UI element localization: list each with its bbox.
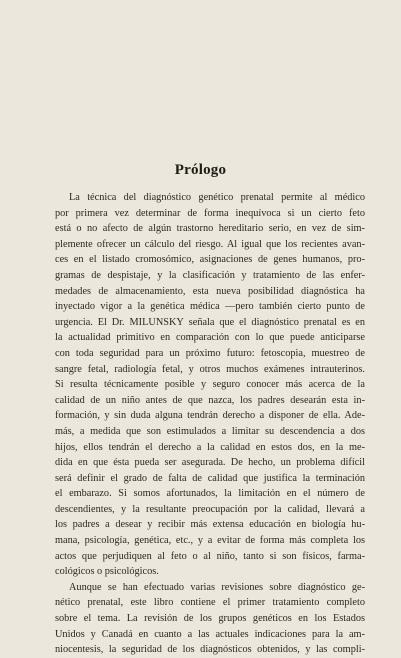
text-line: inyectado vigor a la genética médica —pero también cierto punto de	[55, 301, 365, 313]
text-line: cológicos o psicológicos.	[55, 566, 159, 578]
text-line: calidad de un niño antes de que nazca, los padres desearán esta in-	[55, 394, 365, 406]
text-line: más, a medida que son estimulados a limitar su descendencia a dos	[55, 425, 365, 437]
text-line: La técnica del diagnóstico genético prenatal permite al médico	[69, 192, 365, 203]
text-line: sangre fetal, radiología fetal, y otros muchos exámenes intrauterinos.	[55, 363, 365, 375]
text-line: los padres a desear y recibir más extensa educación en biología hu-	[55, 519, 365, 531]
body-text	[55, 190, 365, 658]
text-line: la actualidad primitivo en comparación con lo que puede anticiparse	[55, 332, 365, 344]
text-line: niocentesis, la seguridad de los diagnósticos obtenidos, y las compli-	[55, 644, 365, 656]
text-line: nético prenatal, este libro contiene el primer tratamiento completo	[55, 597, 365, 609]
text-line: será definir el grado de falta de calidad que justifica la terminación	[55, 472, 365, 484]
text-line: hijos, ellos tendrán el derecho a la calidad en estos dos, en la me-	[55, 441, 365, 453]
text-line: está o no afecto de algún trastorno hereditario serio, en vez de sim-	[55, 223, 365, 235]
text-line: Aunque se han efectuado varias revisiones sobre diagnóstico ge-	[69, 581, 365, 593]
text-line: formación, y sin duda alguna tendrán derecho a disponer de ella. Ade-	[55, 410, 365, 422]
text-line: por primera vez determinar de forma inequívoca si un cierto feto	[55, 207, 365, 219]
text-line: ces en el listado cromosómico, asignaciones de genes humanos, pro-	[55, 254, 365, 266]
text-line: actos que perjudiquen al feto o al niño, tanto si son físicos, farma-	[55, 550, 365, 562]
text-line: sobre el tema. La revisión de los grupos genéticos en los Estados	[55, 613, 365, 625]
text-line: gramas de despistaje, y la clasificación y tratamiento de las enfer-	[55, 269, 365, 281]
text-line: Unidos y Canadá en cuanto a las actuales indicaciones para la am-	[55, 628, 365, 640]
text-line: Si resulta técnicamente posible y seguro conocer más acerca de la	[55, 379, 365, 391]
page-title: Prólogo	[174, 162, 227, 178]
text-line: plemente ofrecer un cálculo del riesgo. Al igual que los recientes avan-	[55, 238, 365, 250]
text-line: con toda seguridad para un próximo futuro: fetoscopia, muestreo de	[55, 347, 365, 359]
text-line: medades de almacenamiento, esta nueva posibilidad diagnóstica ha	[55, 285, 365, 297]
text-line: dida en que ésta pueda ser asegurada. De hecho, un problema difícil	[55, 457, 365, 469]
text-line: el embarazo. Si somos afortunados, la limitación en el número de	[55, 488, 365, 500]
text-line: mana, psicología, genética, etc., y a evitar de forma más completa los	[55, 535, 365, 547]
text-line: descendientes, y la resultante preocupación por la calidad, llevará a	[55, 503, 365, 515]
text-line: urgencia. El Dr. MILUNSKY señala que el diagnóstico prenatal es en	[55, 316, 366, 328]
